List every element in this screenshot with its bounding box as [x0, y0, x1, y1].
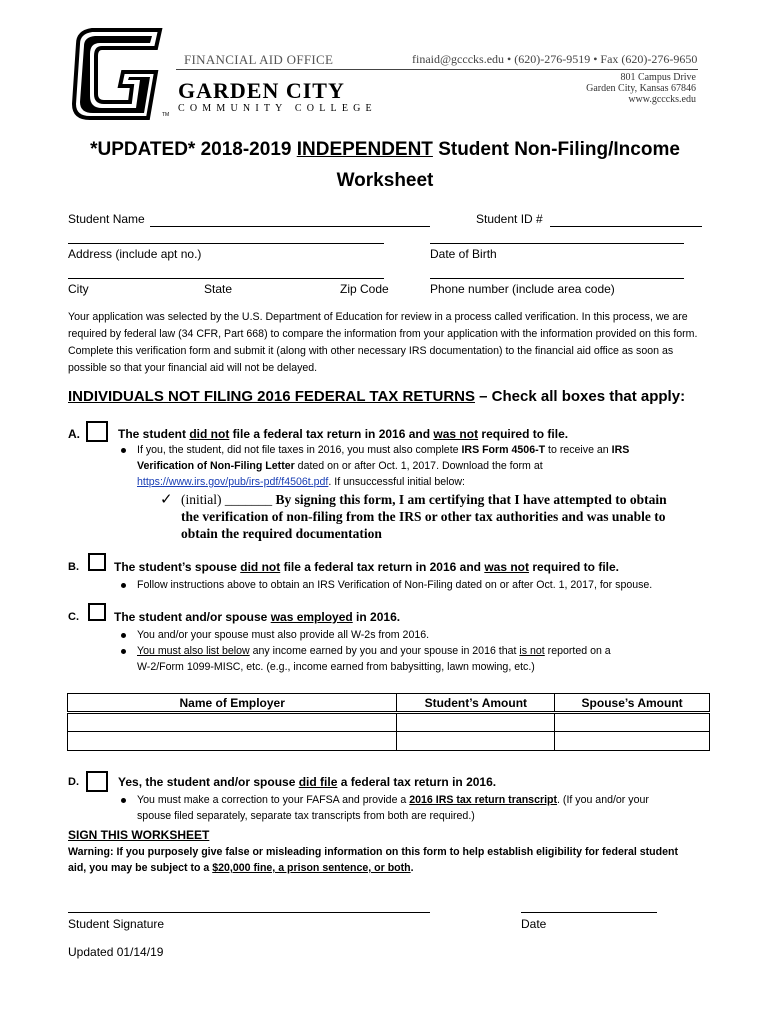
section-c-bullet1: You and/or your spouse must also provide all W-2s from 2016.: [137, 629, 430, 641]
text: By signing this form, I am certifying that I have attempted to obtain: [275, 492, 667, 507]
text: reported on a: [544, 645, 611, 657]
employer-cell[interactable]: [68, 713, 397, 732]
college-website: www.gcccks.edu: [628, 94, 696, 105]
text: . If unsuccessful initial below:: [328, 476, 465, 488]
table-header-student-amount: Student’s Amount: [397, 694, 555, 713]
updated-date: Updated 01/14/19: [68, 945, 164, 959]
initial-field[interactable]: (initial) _______: [181, 492, 276, 507]
address-field[interactable]: [68, 243, 384, 244]
text: to receive an: [545, 444, 612, 456]
section-c-t2: was employed: [270, 610, 353, 624]
text: is not: [519, 645, 545, 657]
bullet: [121, 649, 126, 654]
intro-paragraph: Your application was selected by the U.S. Department of Education for review in a process called verification. In this process, we are required by federal law (34 CFR, Part 668) to compare the information from your application with the information provided on this form. Complete this verification form and submit it (along with other necessary IRS documentation) to the financial aid office as soon as possible so that your financial aid will not be delayed.: [68, 311, 698, 374]
table-header-row: [68, 694, 710, 713]
city-label: City: [68, 282, 89, 296]
section-d-letter: D.: [68, 776, 79, 788]
college-logo: [68, 24, 168, 122]
city-state-zip-field[interactable]: [68, 278, 384, 279]
section-a-t2: did not: [189, 427, 230, 441]
spouse-amount-cell[interactable]: [555, 713, 710, 732]
employer-cell[interactable]: [68, 732, 397, 751]
section-d-t3: a federal tax return in 2016.: [337, 775, 497, 789]
text: Verification of Non-Filing Letter: [137, 460, 295, 472]
warning-line1: Warning: If you purposely give false or misleading information on this form to help establish eligibility for federal student: [68, 846, 678, 858]
header-rule: [176, 69, 698, 70]
text: .: [410, 862, 414, 874]
section-d-title: [118, 775, 496, 789]
text: You must make a correction to your FAFSA and provide a: [137, 794, 410, 806]
section-c-bullet2-line1: [137, 643, 611, 659]
sign-heading: SIGN THIS WORKSHEET: [68, 828, 210, 842]
section-b-letter: B.: [68, 561, 79, 573]
date-label: Date: [521, 917, 547, 931]
state-label: State: [204, 282, 233, 296]
section-d-bullet1-line1: [137, 792, 649, 808]
office-name: FINANCIAL AID OFFICE: [184, 52, 334, 67]
warning-line2: [68, 862, 414, 874]
section-a-bullet1-line1: [137, 442, 717, 458]
dob-field[interactable]: [430, 243, 684, 244]
employer-table: [67, 693, 710, 751]
section-d-t2: did file: [298, 775, 338, 789]
phone-field[interactable]: [430, 278, 684, 279]
phone-label: Phone number (include area code): [430, 282, 615, 296]
campus-address: 801 Campus Drive: [620, 72, 696, 83]
title-prefix: *UPDATED* 2018-2019: [90, 139, 297, 160]
date-field[interactable]: [521, 912, 657, 913]
logo-graphic: [68, 24, 168, 122]
address-label: Address (include apt no.): [68, 247, 202, 261]
section-heading: [68, 388, 685, 405]
text: IRS: [611, 444, 630, 456]
section-d-checkbox[interactable]: [86, 771, 108, 792]
contact-info: finaid@gcccks.edu • (620)-276-9519 • Fax (620)-276-9650: [412, 52, 698, 66]
cert-line3: obtain the required documentation: [181, 526, 382, 541]
section-heading-underlined: INDIVIDUALS NOT FILING 2016 FEDERAL TAX RETURNS: [68, 388, 475, 405]
bullet: [121, 798, 126, 803]
section-a-t4: was not: [433, 427, 479, 441]
certification-text: [181, 491, 721, 542]
table-header-employer: Name of Employer: [68, 694, 397, 713]
penalty-text: $20,000 fine, a prison sentence, or both: [212, 862, 411, 874]
text: any income earned by you and your spouse in 2016 that: [249, 645, 520, 657]
text: dated on or after Oct. 1, 2017. Download the form at: [294, 460, 543, 472]
section-b-t5: required to file.: [528, 560, 619, 574]
section-b-t1: The student’s spouse: [114, 560, 241, 574]
table-row: [68, 732, 710, 751]
section-a-title: [118, 427, 568, 441]
table-header-spouse-amount: Spouse’s Amount: [555, 694, 710, 713]
section-a-letter: A.: [68, 427, 80, 441]
section-a-bullet1-line3: [137, 474, 465, 490]
campus-city: Garden City, Kansas 67846: [586, 83, 696, 94]
text: aid, you may be subject to a: [68, 862, 213, 874]
title-suffix: Student Non-Filing/Income: [432, 139, 680, 160]
student-signature-label: Student Signature: [68, 917, 165, 931]
section-b-t4: was not: [484, 560, 529, 574]
section-c-checkbox[interactable]: [88, 603, 106, 621]
bullet: [121, 583, 126, 588]
section-d-bullet1-line2: spouse filed separately, separate tax transcripts from both are required.): [137, 810, 475, 822]
check-mark-icon: ✓: [160, 491, 173, 508]
section-a-t5: required to file.: [478, 427, 569, 441]
text: . (If you and/or your: [557, 794, 649, 806]
section-d-t1: Yes, the student and/or spouse: [118, 775, 299, 789]
section-b-bullet1: Follow instructions above to obtain an IRS Verification of Non-Filing dated on or after Oct. 1, 2017, for spouse.: [137, 579, 653, 591]
table-row: [68, 713, 710, 732]
zip-label: Zip Code: [340, 282, 389, 296]
student-id-field[interactable]: [550, 226, 702, 227]
irs-form-name: IRS Form 4506-T: [461, 444, 546, 456]
title-independent: INDEPENDENT: [296, 139, 433, 160]
spouse-amount-cell[interactable]: [555, 732, 710, 751]
cert-line1: [181, 491, 721, 508]
section-a-checkbox[interactable]: [86, 421, 108, 442]
text: If you, the student, did not file taxes in 2016, you must also complete: [137, 444, 462, 456]
irs-form-link[interactable]: https://www.irs.gov/pub/irs-pdf/f4506t.pdf: [137, 476, 329, 488]
student-amount-cell[interactable]: [397, 713, 555, 732]
transcript-name: 2016 IRS tax return transcript: [409, 794, 558, 806]
student-name-field[interactable]: [150, 226, 430, 227]
section-a-t3: file a federal tax return in 2016 and: [229, 427, 434, 441]
page-title-line2: Worksheet: [336, 170, 434, 191]
section-c-title: [114, 610, 400, 624]
dob-label: Date of Birth: [430, 247, 497, 261]
college-subtitle: COMMUNITY COLLEGE: [178, 103, 377, 114]
section-heading-rest: – Check all boxes that apply:: [475, 388, 686, 405]
section-c-bullet2-line2: W-2/Form 1099-MISC, etc. (e.g., income earned from babysitting, lawn mowing, etc.): [137, 661, 535, 673]
section-a-t1: The student: [118, 427, 190, 441]
text: You must also list below: [137, 645, 250, 657]
student-amount-cell[interactable]: [397, 732, 555, 751]
section-a-bullet1-line2: [137, 458, 543, 474]
trademark-mark: TM: [162, 112, 170, 118]
section-c-t3: in 2016.: [352, 610, 401, 624]
section-c-letter: C.: [68, 611, 79, 623]
section-c-t1: The student and/or spouse: [114, 610, 271, 624]
bullet: [121, 633, 126, 638]
section-b-title: [114, 560, 619, 574]
student-id-label: Student ID #: [476, 212, 543, 226]
section-b-checkbox[interactable]: [88, 553, 106, 571]
college-name: GARDEN CITY: [178, 78, 345, 103]
section-b-t2: did not: [240, 560, 281, 574]
bullet: [121, 448, 126, 453]
cert-line2: the verification of non-filing from the IRS or other tax authorities and was unable to: [181, 509, 666, 524]
student-name-label: Student Name: [68, 212, 145, 226]
page-title: [0, 139, 770, 161]
student-signature-field[interactable]: [68, 912, 430, 913]
section-b-t3: file a federal tax return in 2016 and: [280, 560, 485, 574]
